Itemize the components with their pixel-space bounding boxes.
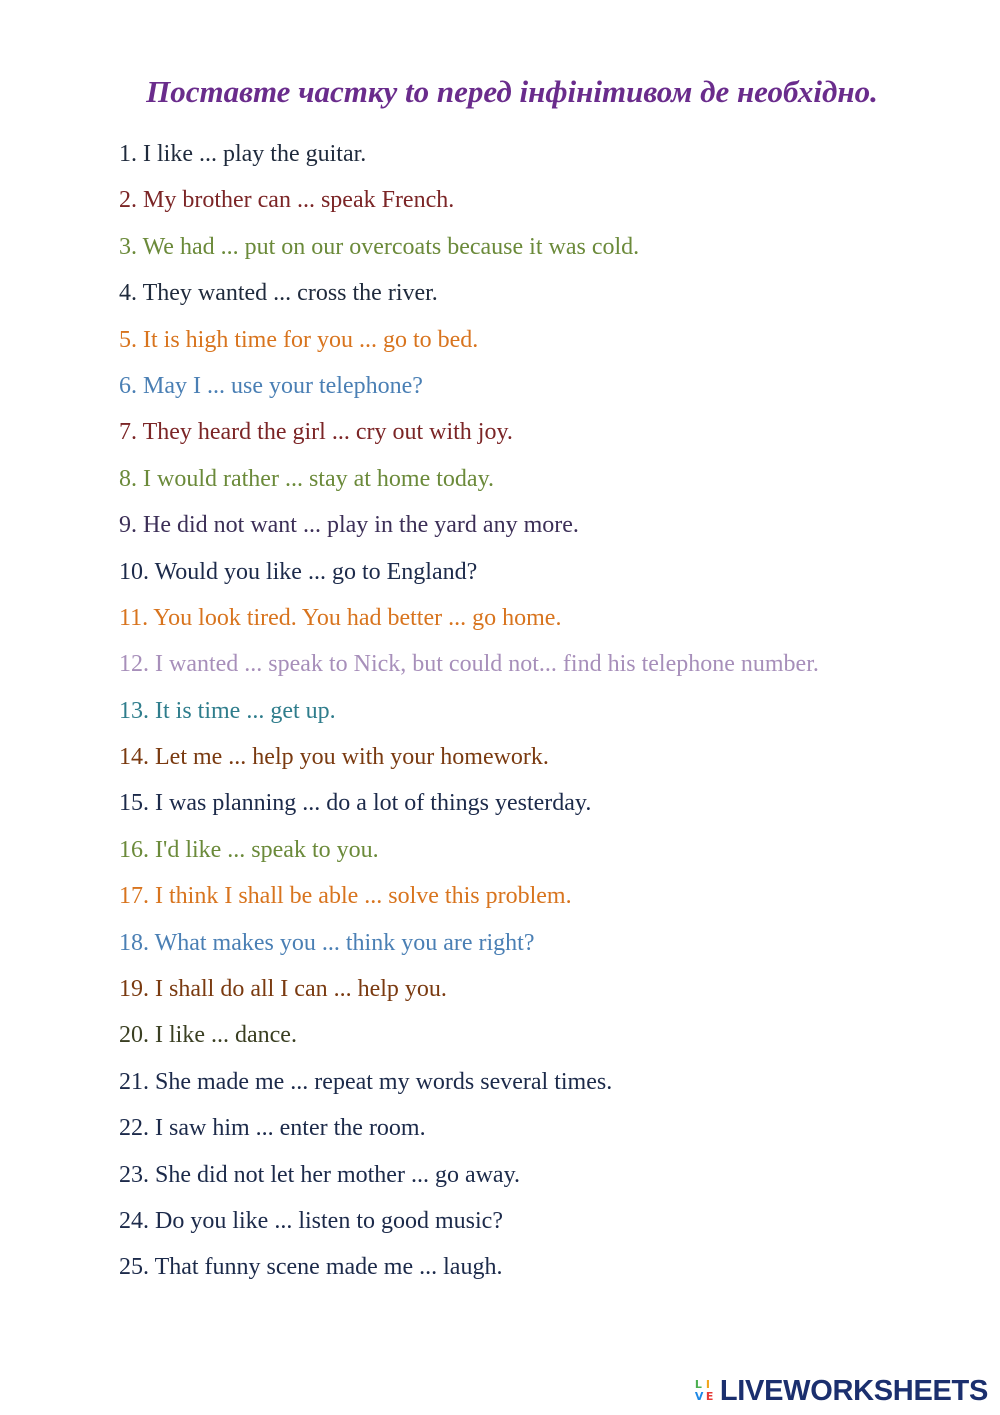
liveworksheets-logo-icon <box>695 1379 717 1403</box>
logo-mark-letter: E <box>705 1390 714 1403</box>
exercise-item: 18. What makes you ... think you are right? <box>119 929 535 956</box>
exercise-item: 3. We had ... put on our overcoats because it was cold. <box>119 233 640 260</box>
exercise-item: 17. I think I shall be able ... solve this problem. <box>119 883 572 910</box>
exercise-item: 1. I like ... play the guitar. <box>119 141 367 167</box>
exercise-item: 10. Would you like ... go to England? <box>119 558 478 585</box>
exercise-item: 21. She made me ... repeat my words several times. <box>119 1068 613 1095</box>
worksheet-title: Поставте частку to перед інфінітивом де необхідно. <box>146 74 878 109</box>
exercise-item: 12. I wanted ... speak to Nick, but could not... find his telephone number. <box>119 651 819 678</box>
exercise-item: 8. I would rather ... stay at home today. <box>119 465 495 492</box>
exercise-list <box>119 131 819 1291</box>
logo-mark-letter: V <box>694 1390 704 1403</box>
exercise-item: 25. That funny scene made me ... laugh. <box>119 1254 503 1281</box>
exercise-item: 13. It is time ... get up. <box>119 697 336 724</box>
exercise-item: 15. I was planning ... do a lot of things yesterday. <box>119 790 592 817</box>
exercise-item: 2. My brother can ... speak French. <box>119 187 455 214</box>
logo-mark-letter: L <box>694 1378 702 1391</box>
footer-logo[interactable] <box>695 1374 988 1408</box>
exercise-item: 14. Let me ... help you with your homework. <box>119 744 549 771</box>
exercise-item: 23. She did not let her mother ... go away. <box>119 1161 521 1188</box>
logo-mark-letter: I <box>705 1378 710 1391</box>
exercise-item: 24. Do you like ... listen to good music? <box>119 1207 503 1234</box>
exercise-item: 19. I shall do all I can ... help you. <box>119 976 447 1003</box>
exercise-item: 22. I saw him ... enter the room. <box>119 1115 426 1142</box>
exercise-item: 7. They heard the girl ... cry out with joy. <box>119 419 513 446</box>
exercise-item: 5. It is high time for you ... go to bed. <box>119 326 479 353</box>
exercise-item: 9. He did not want ... play in the yard any more. <box>119 512 579 539</box>
exercise-item: 6. May I ... use your telephone? <box>119 372 423 399</box>
brand-name: LIVEWORKSHEETS <box>719 1374 988 1407</box>
exercise-item: 20. I like ... dance. <box>119 1022 297 1049</box>
exercise-item: 4. They wanted ... cross the river. <box>119 280 438 307</box>
exercise-item: 16. I'd like ... speak to you. <box>119 836 379 863</box>
exercise-item: 11. You look tired. You had better ... go home. <box>119 604 562 631</box>
